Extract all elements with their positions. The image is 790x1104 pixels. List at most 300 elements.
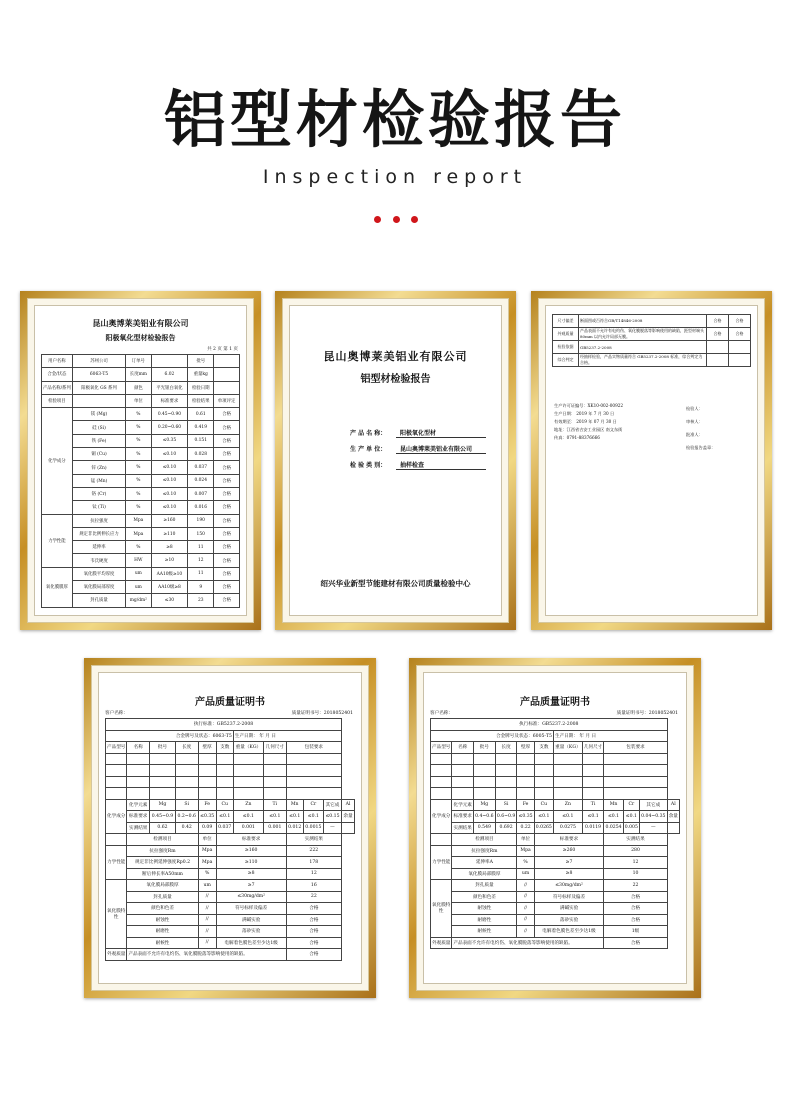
table-cell: 耐磨性 [452, 914, 517, 926]
table-cell: Mpa [517, 845, 534, 857]
table-cell [582, 776, 604, 788]
table-cell: 合金牌号及状态：6005-T5 [431, 730, 554, 742]
table-cell: 氧化膜平均厚度 [72, 567, 125, 580]
table-cell: 壁厚 [198, 742, 216, 754]
red-dot-icon [411, 216, 418, 223]
table-cell: 0.151 [188, 434, 214, 447]
table-cell: 合金/状态 [42, 368, 73, 381]
report-cover-page [289, 305, 502, 616]
table-cell [286, 753, 341, 765]
table-cell [198, 788, 216, 800]
certificate-number: 质量证明书号：2018052401 [291, 711, 353, 716]
table-cell: 0.016 [188, 501, 214, 514]
table-cell: 检验依据 [553, 341, 579, 354]
table-cell: 280 [604, 845, 667, 857]
table-cell: 10 [604, 868, 667, 880]
table-cell: 23 [188, 594, 214, 607]
table-cell: 0.45~0.90 [151, 408, 188, 421]
table-row [431, 903, 680, 915]
table-row [431, 730, 680, 742]
table-cell: 封孔质量 [72, 594, 125, 607]
table-cell [263, 765, 286, 777]
table-cell: 重量（KG） [233, 742, 263, 754]
table-cell [452, 753, 474, 765]
inspection-center: 绍兴华业新型节能建材有限公司质量检验中心 [320, 579, 471, 588]
table-cell: 颜色 [126, 381, 151, 394]
table-cell: 合格 [286, 949, 341, 961]
table-cell: 合格 [729, 315, 751, 328]
quality-certificate-page [98, 672, 362, 984]
table-cell: 0.0015 [303, 822, 323, 834]
table-cell: // [517, 903, 534, 915]
table-cell: 满碱实验 [534, 903, 604, 915]
report-title: 铝型材检验报告 [360, 374, 431, 385]
table-cell: 抗拉强度Rm [127, 845, 198, 857]
table-cell: 延伸率 [72, 541, 125, 554]
field-producer: 生 产 单 位： 昆山奥博莱美铝业有限公司 [350, 444, 486, 454]
table-row [106, 926, 355, 938]
table-cell: 氧化膜特性 [106, 880, 127, 949]
table-cell: ≥7 [534, 857, 604, 869]
table-cell [452, 776, 474, 788]
table-row [106, 891, 355, 903]
table-cell: Si [175, 799, 198, 811]
table-cell [582, 788, 604, 800]
table-cell: // [198, 891, 216, 903]
table-cell: 合格 [707, 315, 729, 328]
table-cell: Cr [623, 799, 639, 811]
table-cell: Cu [534, 799, 553, 811]
table-cell: 用户名称 [42, 355, 73, 368]
table-cell: ≥8 [534, 868, 604, 880]
table-cell [216, 788, 233, 800]
inspection-report-page-1 [34, 305, 247, 616]
production-info [554, 402, 623, 442]
table-cell: // [517, 880, 534, 892]
table-cell: 符号标样及偏差 [216, 903, 286, 915]
table-cell: 颜色和色差 [127, 903, 198, 915]
table-cell: ≤0.15 [323, 811, 341, 823]
table-cell [553, 788, 582, 800]
table-cell: % [126, 541, 151, 554]
table-cell: 合格 [214, 581, 240, 594]
table-cell: 标准要求 [216, 834, 286, 846]
table-cell: 0.024 [188, 474, 214, 487]
table-cell: 0.20~0.60 [151, 421, 188, 434]
table-cell: 合格 [604, 937, 667, 949]
table-cell: 苏州公司 [72, 355, 125, 368]
table-cell: 氧化膜局部厚度 [72, 581, 125, 594]
table-row [106, 834, 355, 846]
table-cell: % [126, 487, 151, 500]
table-cell: 支数 [534, 742, 553, 754]
table-cell: ≤0.1 [286, 811, 303, 823]
table-cell: 产品表面不允许有电灼伤、氧化膜脱落等影响使用的缺陷。 [127, 949, 286, 961]
table-cell: 余量 [342, 811, 355, 823]
table-cell: // [517, 914, 534, 926]
table-cell: 22 [286, 891, 341, 903]
table-cell [604, 788, 667, 800]
table-cell [517, 753, 534, 765]
table-row [431, 822, 680, 834]
table-row [106, 788, 355, 800]
table-cell: // [198, 926, 216, 938]
table-cell: ≤0.1 [623, 811, 639, 823]
table-cell [233, 765, 263, 777]
table-row [553, 341, 751, 354]
table-cell: 钛 (Ti) [72, 501, 125, 514]
quality-certificate-frame-1 [84, 658, 376, 998]
certificate-meta [99, 708, 361, 716]
table-cell [534, 788, 553, 800]
table-cell: ≤0.1 [582, 811, 604, 823]
table-cell [582, 753, 604, 765]
table-cell: Mpa [198, 857, 216, 869]
table-row [42, 394, 240, 407]
table-cell [106, 788, 127, 800]
table-cell: 合格 [214, 514, 240, 527]
table-cell [474, 753, 496, 765]
table-cell [452, 788, 474, 800]
table-row [42, 381, 240, 394]
table-row [553, 354, 751, 367]
table-cell: 合格 [286, 914, 341, 926]
table-cell: 规定非比例伸长应力 [72, 527, 125, 540]
table-cell: 重量（KG） [553, 742, 582, 754]
table-cell: 平光银白氧化 [151, 381, 188, 394]
table-cell: 铁 (Fe) [72, 434, 125, 447]
table-cell: 单项评定 [214, 394, 240, 407]
table-cell: 阳极氧化 GS 系列 [72, 381, 125, 394]
info-line: 有效期至： 2019 年 07 月 30 日 [554, 419, 617, 424]
table-cell: ≤0.1 [534, 811, 553, 823]
table-row [106, 765, 355, 777]
table-row [431, 857, 680, 869]
table-cell: 0.09 [198, 822, 216, 834]
customer-label: 客户名称： [430, 711, 453, 716]
table-cell: 合格 [286, 903, 341, 915]
info-line: 生产日期： 2019 年 7 月 30 日 [554, 411, 615, 416]
table-cell: 外观质量 [431, 937, 452, 949]
table-cell: um [198, 880, 216, 892]
table-cell [431, 788, 452, 800]
table-cell: 铬 (Cr) [72, 487, 125, 500]
company-name: 昆山奥博莱美铝业有限公司 [92, 318, 189, 328]
table-cell: 镁 (Mg) [72, 408, 125, 421]
quality-table [105, 718, 355, 961]
table-cell [495, 776, 517, 788]
table-cell: 余量 [667, 811, 679, 823]
table-cell [474, 788, 496, 800]
table-cell: % [198, 868, 216, 880]
table-cell: 尺寸偏差 [553, 315, 579, 328]
table-cell: % [126, 461, 151, 474]
table-cell [431, 765, 452, 777]
table-cell: 其它成 [323, 799, 341, 811]
table-cell: 其它成 [640, 799, 668, 811]
table-cell: 产品型号 [431, 742, 452, 754]
table-row [42, 355, 240, 368]
table-cell: 几何尺寸 [263, 742, 286, 754]
table-cell: // [198, 914, 216, 926]
table-cell: Al [667, 799, 679, 811]
table-cell: 0.037 [216, 822, 233, 834]
table-cell: GB5237.2-2008 [579, 341, 707, 354]
table-cell: 0.0275 [553, 822, 582, 834]
table-cell: ≤0.35 [151, 434, 188, 447]
table-cell: 1级 [604, 926, 667, 938]
table-cell: 封孔质量 [127, 891, 198, 903]
table-cell: ≥10 [151, 554, 188, 567]
table-cell [175, 788, 198, 800]
table-cell [474, 765, 496, 777]
table-row [431, 765, 680, 777]
table-cell [127, 765, 150, 777]
table-cell: 9 [188, 581, 214, 594]
table-cell: 耐蚀性 [127, 914, 198, 926]
table-cell: % [126, 474, 151, 487]
table-cell: 合格 [214, 527, 240, 540]
table-cell: 落砂实验 [216, 926, 286, 938]
table-row [431, 799, 680, 811]
table-cell: // [198, 903, 216, 915]
table-cell: % [126, 448, 151, 461]
table-cell [263, 776, 286, 788]
table-cell [72, 394, 125, 407]
table-cell: ≤0.10 [151, 461, 188, 474]
table-cell: 断后伸长率A50mm [127, 868, 198, 880]
table-cell: 0.61 [188, 408, 214, 421]
signature-line: 检验报告盖章： [686, 445, 716, 450]
table-cell [106, 765, 127, 777]
table-cell: 名称 [127, 742, 150, 754]
table-cell: % [126, 501, 151, 514]
table-cell: 批号 [150, 742, 176, 754]
table-cell: Mg [474, 799, 496, 811]
table-row [106, 776, 355, 788]
page-subtitle: Inspection report [262, 166, 528, 188]
table-cell: 化学元素 [127, 799, 150, 811]
table-cell: 锰 (Mn) [72, 474, 125, 487]
certificate-title: 产品质量证明书 [195, 697, 265, 708]
table-cell: 标准要求 [127, 811, 150, 823]
table-cell: 锌 (Zn) [72, 461, 125, 474]
table-cell [175, 765, 198, 777]
table-row [431, 719, 680, 731]
table-cell: um [126, 581, 151, 594]
table-cell [150, 788, 176, 800]
certificate-title: 产品质量证明书 [520, 697, 590, 708]
table-row [106, 799, 355, 811]
table-cell [604, 776, 667, 788]
table-cell [286, 765, 341, 777]
table-cell: 合格 [729, 328, 751, 341]
table-cell: 0.04~0.35 [640, 811, 668, 823]
table-cell: ≤0.10 [151, 474, 188, 487]
table-cell: ≤0.10 [151, 487, 188, 500]
table-cell: 0.001 [263, 822, 286, 834]
table-cell [452, 765, 474, 777]
field-product-name: 产 品 名 称： 阳极氧化型材 [350, 428, 486, 438]
signature-line: 审核人： [686, 419, 703, 424]
table-cell: % [126, 408, 151, 421]
table-cell: // [517, 926, 534, 938]
table-cell: 化学成分 [106, 799, 127, 834]
table-cell [707, 341, 729, 354]
table-cell: 生产日期： 年 月 日 [553, 730, 667, 742]
table-cell [263, 753, 286, 765]
table-row [106, 937, 355, 949]
table-cell: ≤0.35 [198, 811, 216, 823]
table-cell: ≥160 [216, 845, 286, 857]
table-cell: 合格 [286, 937, 341, 949]
table-cell: ≤0.10 [151, 501, 188, 514]
table-cell: 0.6~0.9 [495, 811, 517, 823]
table-cell: 包装要求 [286, 742, 341, 754]
table-cell: 合格 [214, 554, 240, 567]
table-cell: ≥110 [151, 527, 188, 540]
table-cell: 封孔质量 [452, 880, 517, 892]
table-cell [604, 753, 667, 765]
table-cell: 力学性能 [431, 845, 452, 880]
table-cell [216, 776, 233, 788]
table-cell: 合格 [214, 448, 240, 461]
table-cell: um [517, 868, 534, 880]
table-cell: um [126, 567, 151, 580]
table-cell [729, 341, 751, 354]
table-cell: 0.007 [188, 487, 214, 500]
table-cell: ≥110 [216, 857, 286, 869]
table-cell: 电解着色膜色差至少达1级 [534, 926, 604, 938]
table-row [106, 811, 355, 823]
table-cell: 耐候性 [127, 937, 198, 949]
table-cell: 标准要求 [534, 834, 604, 846]
table-cell [175, 753, 198, 765]
table-cell: 0.42 [175, 822, 198, 834]
table-cell [495, 753, 517, 765]
table-cell: 抗拉强度 [72, 514, 125, 527]
table-cell: 合格 [214, 421, 240, 434]
certificate-meta [424, 708, 686, 716]
table-cell: ≤0.1 [233, 811, 263, 823]
table-row [431, 880, 680, 892]
table-cell: 检验项目 [42, 394, 73, 407]
table-row [431, 776, 680, 788]
table-cell: 合格 [214, 474, 240, 487]
table-cell: 满碱实验 [216, 914, 286, 926]
table-cell [150, 753, 176, 765]
table-cell [214, 355, 240, 368]
customer-label: 客户名称： [105, 711, 128, 716]
table-cell: mg/dm² [126, 594, 151, 607]
table-row [106, 880, 355, 892]
table-cell: ≤0.1 [263, 811, 286, 823]
page-number: 共 2 页 第 1 页 [207, 347, 238, 352]
table-cell: ≤30mg/dm² [216, 891, 286, 903]
table-cell: 铜 (Cu) [72, 448, 125, 461]
table-cell [534, 776, 553, 788]
inspection-table [41, 354, 240, 608]
table-cell [534, 765, 553, 777]
table-cell: 实测结果 [286, 834, 341, 846]
table-cell: 批号 [188, 355, 214, 368]
table-cell: Mpa [126, 527, 151, 540]
table-cell: 合格 [604, 914, 667, 926]
table-cell [517, 776, 534, 788]
table-cell [106, 753, 127, 765]
table-cell: 单位 [198, 834, 216, 846]
table-cell: 合格 [604, 903, 667, 915]
table-cell: AA10级≥10 [151, 567, 188, 580]
table-cell: 合格 [214, 501, 240, 514]
table-cell: 产品表面不允许有电灼伤、氧化膜脱落等影响使用的缺陷，距型材端头 80mm 以内允许局部无膜。 [579, 328, 707, 341]
table-cell [495, 788, 517, 800]
table-cell: Mpa [198, 845, 216, 857]
table-cell [604, 765, 667, 777]
table-cell: 长度mm [126, 368, 151, 381]
table-cell: 外观质量 [106, 949, 127, 961]
table-row [431, 868, 680, 880]
table-cell: 单位 [126, 394, 151, 407]
table-cell: 延伸率A [452, 857, 517, 869]
table-cell: Zn [553, 799, 582, 811]
table-cell: 12 [286, 868, 341, 880]
table-cell [198, 753, 216, 765]
table-row [106, 949, 355, 961]
table-cell [286, 776, 341, 788]
certificate-frame-3 [531, 291, 772, 630]
table-cell: ≥160 [151, 514, 188, 527]
table-cell [150, 765, 176, 777]
inspection-report-page-2 [545, 305, 758, 616]
table-cell: 0.62 [150, 822, 176, 834]
conclusion-table [552, 314, 751, 367]
table-cell [214, 381, 240, 394]
table-cell: 0.2~0.6 [175, 811, 198, 823]
table-cell: 11 [188, 567, 214, 580]
table-cell [106, 834, 127, 846]
table-cell: 合格 [286, 926, 341, 938]
decorative-dots [374, 216, 418, 226]
table-cell [286, 788, 341, 800]
table-cell: 批号 [474, 742, 496, 754]
table-cell: 耐候性 [452, 926, 517, 938]
table-cell: 壁厚 [517, 742, 534, 754]
table-cell: ≤0.1 [553, 811, 582, 823]
table-cell: 12 [188, 554, 214, 567]
table-cell: 合格 [214, 594, 240, 607]
table-cell: 0.037 [188, 461, 214, 474]
table-cell [263, 788, 286, 800]
table-cell [474, 776, 496, 788]
table-cell: 检验日期 [188, 381, 214, 394]
table-cell [198, 765, 216, 777]
table-cell [431, 776, 452, 788]
table-row [42, 567, 240, 580]
table-row [106, 868, 355, 880]
table-cell: 耐磨性 [127, 926, 198, 938]
quality-certificate-page [423, 672, 687, 984]
table-cell [216, 765, 233, 777]
table-cell: 检验结果 [188, 394, 214, 407]
table-cell [517, 765, 534, 777]
table-cell [495, 765, 517, 777]
signature-line: 检验人： [686, 406, 703, 411]
info-line: 传真：0791-88376666 [554, 435, 600, 440]
table-cell: 222 [286, 845, 341, 857]
table-cell: ≤30 [151, 594, 188, 607]
quality-table [430, 718, 680, 949]
